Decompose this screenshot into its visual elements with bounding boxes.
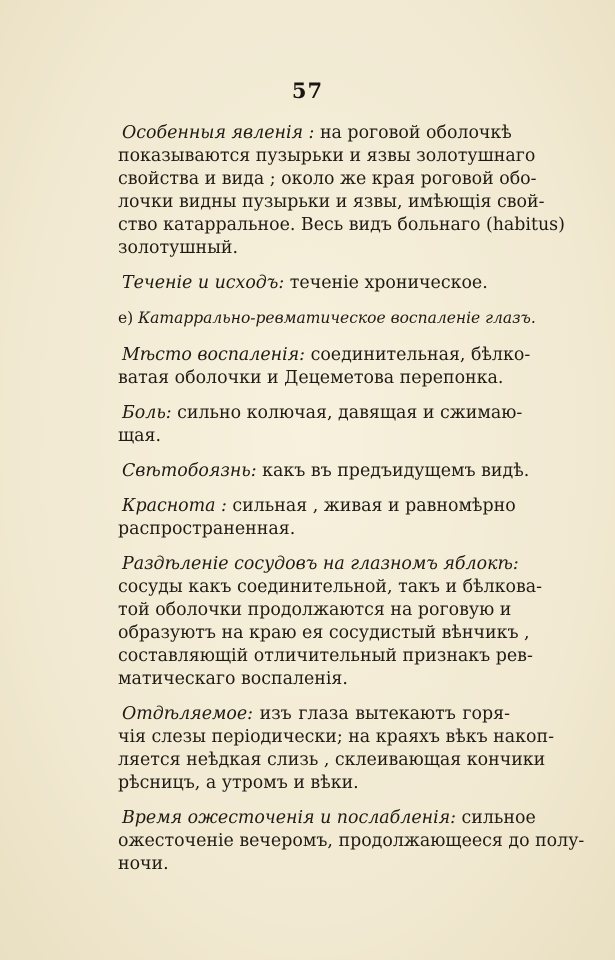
paragraph-line: золотушный. — [118, 238, 239, 258]
paragraph-line: соединительная, бѣлко- — [305, 345, 531, 365]
paragraph-line: показываются пузырьки и язвы золотушнаго — [118, 146, 536, 166]
paragraph-line: изъ глаза вытекаютъ горя- — [253, 704, 510, 724]
paragraph-lead: Время ожесточенія и послабленія: — [122, 808, 457, 828]
paragraph-vessel-distribution — [118, 553, 543, 691]
paragraph-line: сильное — [456, 808, 536, 828]
paragraph-line: чія слезы періодически; на краяхъ вѣкъ накоп- — [118, 727, 554, 747]
paragraph-line: лочки видны пузырьки и язвы, имѣющія свой- — [118, 192, 545, 212]
paragraph-line: ляется неѣдкая слизь , склеивающая кончики — [118, 750, 546, 770]
paragraph-lead: Свѣтобоязнь: — [122, 461, 257, 481]
paragraph-line: ожесточеніе вечеромъ, продолжающееся до полу- — [118, 831, 585, 851]
paragraph-line: свойства и вида ; около же края роговой обо- — [118, 169, 537, 189]
paragraph-line: рѣсницъ, а утромъ и вѣки. — [118, 773, 359, 793]
paragraph-lead: Теченіе и исходъ: — [122, 273, 285, 293]
paragraph-line: ватая оболочки и Децеметова перепонка. — [118, 368, 504, 388]
paragraph-lead: Боль: — [122, 403, 172, 423]
paragraph-line: теченіе хроническое. — [284, 273, 488, 293]
paragraph-exacerbation-time — [118, 807, 585, 876]
paragraph-line: образуютъ на краю ея сосудистый вѣнчикъ , — [118, 623, 530, 643]
paragraph-course-outcome — [118, 272, 510, 295]
paragraph-lead: Особенныя явленія : — [122, 123, 315, 143]
paragraph-line: той оболочки продолжаются на роговую и — [118, 600, 512, 620]
paragraph-photophobia — [118, 460, 530, 483]
paragraph-discharge — [118, 703, 554, 795]
paragraph-lead: Отдѣляемое: — [122, 704, 254, 724]
paragraph-line: щая. — [118, 426, 162, 446]
paragraph-inflammation-site — [118, 344, 531, 390]
page-number: 57 — [291, 78, 324, 103]
paragraph-line: сильная , живая и равномѣрно — [226, 496, 516, 516]
page-text — [118, 122, 585, 888]
paragraph-lead: Раздѣленіе сосудовъ на глазномъ яблокѣ: — [122, 554, 519, 574]
paragraph-line: составляющій отличительный признакъ рев- — [118, 646, 533, 666]
section-heading-mark: е) — [118, 309, 134, 327]
paragraph-line: матическаго воспаленія. — [118, 669, 348, 689]
paragraph-line: какъ въ предъидущемъ видѣ. — [256, 461, 530, 481]
paragraph-line: распространенная. — [118, 519, 296, 539]
paragraph-lead: Мѣсто воспаленія: — [122, 345, 306, 365]
paragraph-particular-symptoms — [118, 122, 565, 260]
paragraph-line: на роговой оболочкѣ — [314, 123, 512, 143]
paragraph-redness — [118, 495, 516, 541]
paragraph-line: ночи. — [118, 854, 169, 874]
paragraph-pain — [118, 402, 523, 448]
paragraph-line: сосуды какъ соединительной, такъ и бѣлкова- — [118, 577, 543, 597]
paragraph-lead: Краснота : — [122, 496, 227, 516]
section-heading — [118, 307, 536, 330]
paragraph-line: сильно колючая, давящая и сжимаю- — [171, 403, 523, 423]
section-heading-title: Катаррально-ревматическое воспаленіе глазъ. — [133, 309, 536, 327]
paragraph-line: ство катарральное. Весь видъ больнаго (habitus) — [118, 215, 565, 235]
